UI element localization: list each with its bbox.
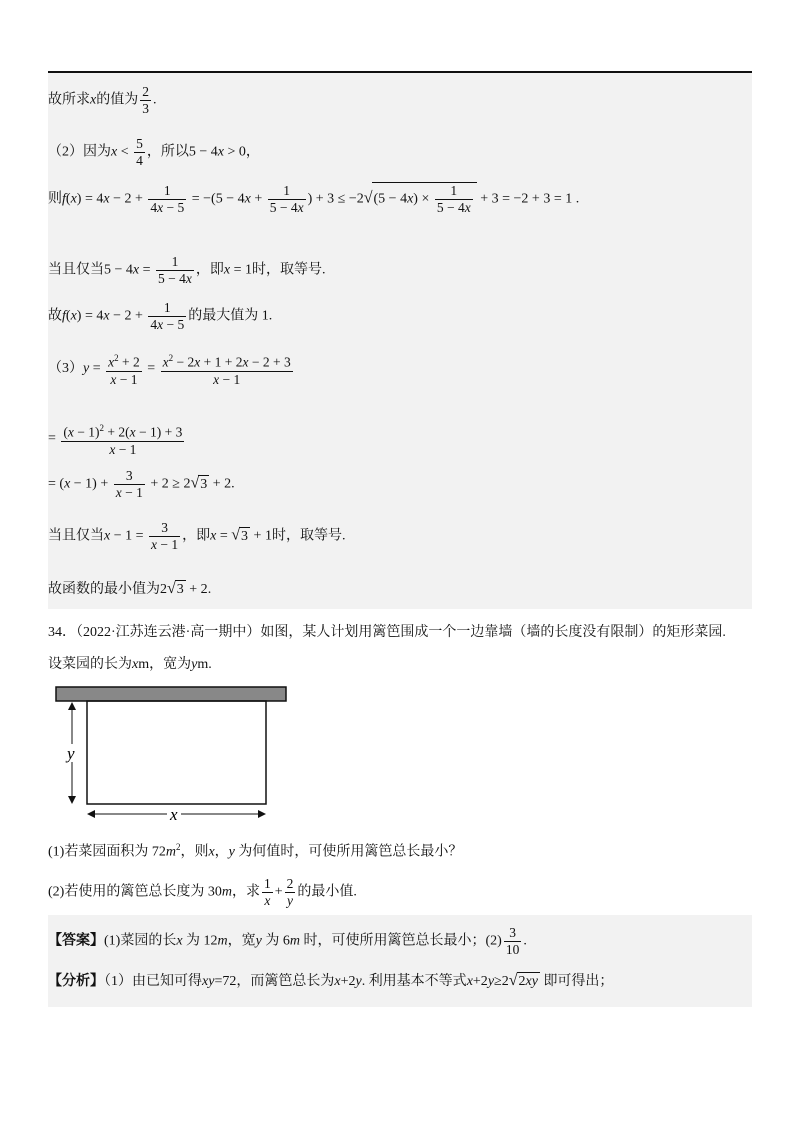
solution-line-5: 故f(x) = 4x − 2 + $\frac{1}{4x - 5}$ 的最大值为 1.	[48, 300, 273, 332]
question-2: (2)若使用的篱笆总长度为 30m，求 $\frac{1}{x}$ + $\frac{2}{y}$ 的最小值.	[48, 876, 357, 908]
answer-label: 【答案】	[48, 933, 104, 949]
solution-line-9: 当且仅当x − 1 = $\frac{3}{x - 1}$ ，即x = √3 + 1时，取等号.	[48, 520, 346, 552]
answer-fraction: $\frac{3}{10}$	[505, 925, 520, 957]
garden-diagram	[54, 684, 290, 824]
solution-line-1: 故所求x的值为 $\frac{2}{3}$ .	[48, 84, 157, 116]
solution-line-2: （2）因为x < $\frac{5}{4}$ ，所以5 − 4x > 0，	[48, 136, 260, 168]
answer-line: 【答案】(1)菜园的长x 为 12m，宽y 为 6m 时，可使所用篱笆总长最小；(2) $\frac{3}{10}$ .	[48, 925, 527, 957]
solution-line-3: 则f(x) = 4x − 2 + $\frac{1}{4x - 5}$ = −(5 − 4x + $\frac{1}{5 - 4x}$ ) + 3 ≤ −2√(5 − 4x) × $\frac{1}{5 - 4x}$ + 3 = −2 + 3 = 1 .	[48, 183, 580, 215]
analysis-line: 【分析】（1）由已知可得xy=72，而篱笆总长为x+2y. 利用基本不等式x+2y≥2√2xy 即可得出；	[48, 972, 614, 989]
solution-line-4: 当且仅当5 − 4x = $\frac{1}{5 - 4x}$ ，即x = 1时，取等号.	[48, 254, 326, 286]
garden-rectangle	[87, 701, 266, 804]
solution-line-6: （3）y = $\frac{x^2 + 2}{x - 1}$ = $\frac{x^2 - 2x + 1 + 2x - 2 + 3}{x - 1}$	[48, 353, 291, 387]
solution-line-8: = (x − 1) + $\frac{3}{x - 1}$ + 2 ≥ 2√3 + 2.	[48, 468, 235, 500]
solution-line-7: = $\frac{(x - 1)^2 + 2(x - 1) + 3}{x - 1}$	[48, 423, 183, 457]
y-label: y	[67, 744, 75, 763]
wall	[56, 687, 286, 701]
x-arrow-right	[258, 810, 266, 818]
analysis-label: 【分析】	[48, 974, 104, 989]
problem-line-2: 设菜园的长为xm，宽为ym.	[48, 657, 212, 672]
question-1: (1)若菜园面积为 $72m^2$，则x，y 为何值时，可使所用篱笆总长最小？	[48, 842, 463, 860]
y-arrow-top	[68, 702, 76, 710]
solution-line-10: 故函数的最小值为2√3 + 2.	[48, 580, 212, 597]
y-arrow-bottom	[68, 796, 76, 804]
x-label: x	[170, 805, 178, 824]
problem-header: 34．（2022·江苏连云港·高一期中）如图，某人计划用篱笆围成一个一边靠墙（墙的长度没有限制）的矩形菜园.	[48, 625, 726, 640]
x-arrow-left	[87, 810, 95, 818]
